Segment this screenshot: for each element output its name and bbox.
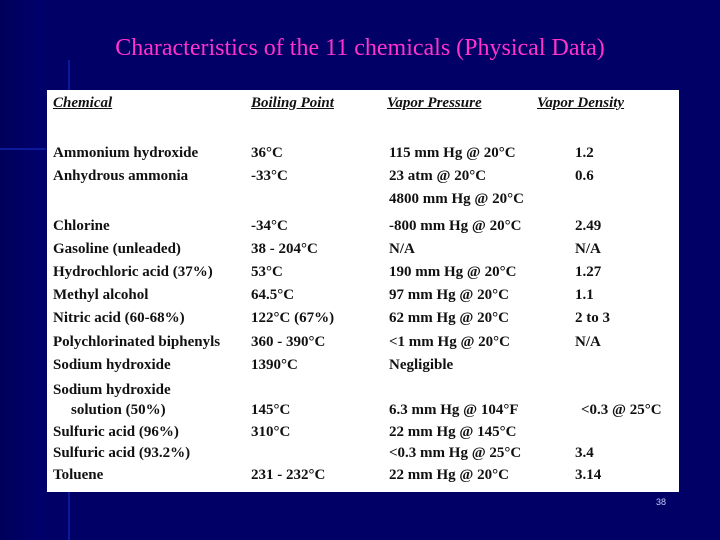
cell-chemical: Anhydrous ammonia: [53, 168, 189, 184]
left-decor-bar: [0, 0, 46, 540]
column-header-vapor-pressure: Vapor Pressure: [387, 95, 482, 111]
cell-chemical: Sulfuric acid (93.2%): [53, 445, 191, 461]
cell-boiling-point: 122°C (67%): [251, 310, 335, 326]
cell-chemical: Nitric acid (60-68%): [53, 310, 185, 326]
slide-title: Characteristics of the 11 chemicals (Physical Data): [115, 35, 605, 61]
cell-vapor-pressure: 22 mm Hg @ 145°C: [389, 424, 517, 440]
cell-boiling-point: 53°C: [251, 264, 283, 280]
cell-boiling-point: 231 - 232°C: [251, 467, 326, 483]
decor-line-horizontal: [0, 148, 46, 150]
cell-chemical: Polychlorinated biphenyls: [53, 334, 221, 350]
cell-boiling-point: 360 - 390°C: [251, 334, 326, 350]
cell-chemical: Hydrochloric acid (37%): [53, 264, 213, 280]
cell-chemical: Sodium hydroxide: [53, 357, 171, 373]
cell-vapor-density: 1.1: [575, 287, 594, 303]
cell-chemical: Ammonium hydroxide: [53, 145, 199, 161]
cell-vapor-pressure: N/A: [389, 241, 415, 257]
cell-vapor-pressure: 6.3 mm Hg @ 104°F: [389, 402, 519, 418]
cell-boiling-point: 64.5°C: [251, 287, 295, 303]
cell-vapor-density: N/A: [575, 241, 601, 257]
page-number: 38: [656, 497, 667, 507]
cell-chemical: Chlorine: [53, 218, 110, 234]
cell-boiling-point: -33°C: [251, 168, 288, 184]
cell-chemical: Toluene: [53, 467, 104, 483]
cell-vapor-pressure: <0.3 mm Hg @ 25°C: [389, 445, 522, 461]
cell-vapor-pressure: 4800 mm Hg @ 20°C: [389, 191, 524, 207]
cell-boiling-point: 36°C: [251, 145, 283, 161]
cell-vapor-pressure: 115 mm Hg @ 20°C: [389, 145, 516, 161]
cell-boiling-point: 310°C: [251, 424, 291, 440]
chemical-data-table: [47, 90, 679, 492]
column-header-boiling-point: Boiling Point: [251, 95, 334, 111]
cell-vapor-density: N/A: [575, 334, 601, 350]
cell-vapor-density: 2 to 3: [575, 310, 610, 326]
cell-chemical: Sulfuric acid (96%): [53, 424, 179, 440]
cell-chemical: Sodium hydroxide: [53, 382, 171, 398]
cell-vapor-pressure: <1 mm Hg @ 20°C: [389, 334, 510, 350]
cell-chemical: Gasoline (unleaded): [53, 241, 181, 257]
cell-chemical: solution (50%): [71, 402, 166, 418]
cell-vapor-pressure: 62 mm Hg @ 20°C: [389, 310, 509, 326]
cell-vapor-density: <0.3 @ 25°C: [581, 402, 662, 418]
cell-vapor-pressure: 22 mm Hg @ 20°C: [389, 467, 509, 483]
cell-vapor-density: 3.14: [575, 467, 602, 483]
cell-vapor-density: 1.2: [575, 145, 594, 161]
cell-vapor-pressure: 190 mm Hg @ 20°C: [389, 264, 517, 280]
cell-vapor-density: 3.4: [575, 445, 594, 461]
cell-boiling-point: 145°C: [251, 402, 291, 418]
cell-vapor-pressure: 23 atm @ 20°C: [389, 168, 487, 184]
cell-vapor-pressure: Negligible: [389, 357, 454, 373]
cell-vapor-density: 0.6: [575, 168, 594, 184]
cell-boiling-point: -34°C: [251, 218, 288, 234]
column-header-chemical: Chemical: [53, 95, 113, 111]
cell-vapor-pressure: -800 mm Hg @ 20°C: [389, 218, 522, 234]
cell-boiling-point: 38 - 204°C: [251, 241, 318, 257]
cell-boiling-point: 1390°C: [251, 357, 298, 373]
column-header-vapor-density: Vapor Density: [537, 95, 625, 111]
cell-vapor-pressure: 97 mm Hg @ 20°C: [389, 287, 509, 303]
cell-vapor-density: 2.49: [575, 218, 602, 234]
cell-chemical: Methyl alcohol: [53, 287, 149, 303]
cell-vapor-density: 1.27: [575, 264, 602, 280]
